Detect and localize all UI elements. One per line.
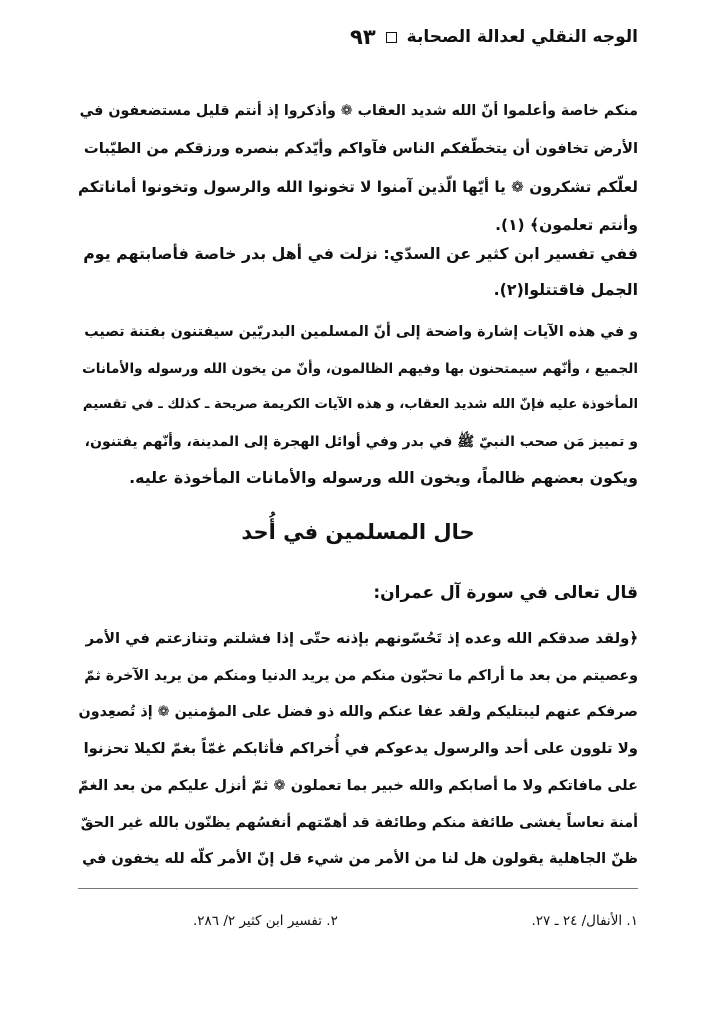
header-title: الوجه النقلي لعدالة الصحابة (406, 27, 638, 47)
text-line: الجميع ، وأنّهم سيمتحنون بها وفيهم الظالمون، وأنّ من يخون الله ورسوله والأمانات (82, 360, 638, 377)
text-line: لعلّكم تشكرون ❁ يا أيّها الّذين آمنوا لا تخونوا الله والرسول وتخونوا أماناتكم (78, 178, 638, 196)
paragraph-quran-anfal (78, 92, 638, 244)
text-line: الجمل فاقتتلوا(٢). (493, 280, 638, 299)
section-heading: حال المسلمين في أُحد (241, 520, 475, 544)
quran-line: ﴿ولقد صدقكم الله وعده إذ تَحُسّونهم بإذنه حتّى إذا فشلتم وتنازعتم في الأمر (85, 630, 638, 647)
footnote-2: ٢. تفسير ابن كثير ٢/ ٢٨٦. (193, 913, 338, 929)
quran-line: ولا تلوون على أحد والرسول يدعوكم في أُخراكم فأثابكم غمّاً بغمّ لكيلا تحزنوا (83, 740, 638, 758)
text-line: ففي تفسير ابن كثير عن السدّي: نزلت في أهل بدر خاصة فأصابتهم يوم (83, 244, 638, 263)
page-number: ٩٣ (350, 25, 376, 49)
text-line: ويكون بعضهم ظالماً، ويخون الله ورسوله والأمانات المأخوذة عليه. (129, 468, 638, 487)
text-line: المأخوذة عليه فإنّ الله شديد العقاب، و هذه الآيات الكريمة صريحة ـ كذلك ـ في تقسيم (82, 397, 638, 412)
text-line: وأنتم تعلمون﴾ (١). (495, 216, 638, 234)
quran-intro: قال تعالى في سورة آل عمران: (373, 583, 638, 603)
quran-line: صرفكم عنهم ليبتليكم ولقد عفا عنكم والله ذو فضل على المؤمنين ❁ إذ تُصعِدون (78, 704, 638, 721)
running-header (80, 22, 638, 52)
text-line: و تمييز مَن صحب النبيّ ﷺ في بدر وفي أوائل الهجرة إلى المدينة، وأنّهم يفتنون، (84, 433, 638, 450)
text-line: الأرض تخافون أن يتخطّفكم الناس فآواكم وأيّدكم بنصره ورزقكم من الطيّبات (83, 140, 638, 157)
quran-line: أمنة نعاساً يغشى طائفة منكم وطائفة قد أهمّتهم أنفسُهم يظنّون بالله غير الحقّ (80, 814, 638, 831)
square-ornament-icon (386, 32, 397, 43)
footnotes (78, 913, 638, 937)
text-line: منكم خاصة وأعلموا أنّ الله شديد العقاب ❁ وأذكروا إذ أنتم قليل مستضعفون في (79, 103, 638, 119)
quran-line: وعصيتم من بعد ما أراكم ما تحبّون منكم من يريد الدنيا ومنكم من يريد الآخرة ثمّ (84, 667, 638, 684)
paragraph-tafsir (78, 236, 638, 308)
footnote-separator (78, 888, 638, 889)
quran-line: ظنّ الجاهلية يقولون هل لنا من الأمر من شيء قل إنّ الأمر كلّه لله يخفون في (82, 850, 638, 868)
text-line: و في هذه الآيات إشارة واضحة إلى أنّ المسلمين البدريّين سيفتنون بفتنة تصيب (84, 324, 638, 340)
footnote-1: ١. الأنفال/ ٢٤ ـ ٢٧. (531, 913, 638, 929)
paragraph-commentary (78, 314, 638, 497)
quran-line: على مافاتكم ولا ما أصابكم والله خبير بما تعملون ❁ ثمّ أنزل عليكم من بعد الغمّ (78, 776, 638, 794)
quran-quote-al-imran (78, 621, 638, 878)
